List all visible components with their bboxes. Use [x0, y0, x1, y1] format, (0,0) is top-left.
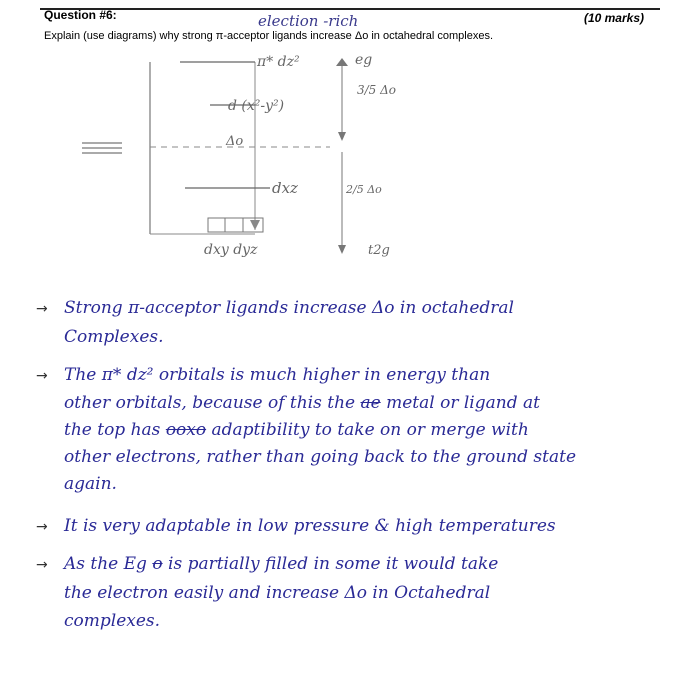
bullet-arrow-icon: →: [36, 301, 48, 317]
bullet-2-line-1: The π* dz² orbitals is much higher in energy than: [64, 365, 491, 385]
bullet-arrow-icon: →: [36, 557, 48, 573]
bullet-2-line-3b: adaptibility to take on or merge with: [211, 420, 529, 440]
bullet-2-line-4: other electrons, rather than going back to the ground state: [64, 447, 577, 467]
energy-level-diagram: [0, 0, 700, 280]
answer-bullet-4: [36, 550, 676, 635]
struck-word-2: ooxo: [165, 420, 207, 440]
bullet-1-line-2: Complexes.: [64, 327, 164, 347]
bullet-2-line-2b: metal or ligand at: [386, 393, 540, 413]
struck-word-3: o: [152, 554, 163, 574]
label-eg: eg: [355, 52, 373, 68]
bullet-2-line-2a: other orbitals, because of this the: [64, 393, 361, 413]
handwritten-insert: election -rich: [258, 12, 359, 30]
bullet-4-line-1b: is partially filled in some it would take: [168, 554, 499, 574]
bullet-arrow-icon: →: [36, 519, 48, 535]
bullet-arrow-icon: →: [36, 368, 48, 384]
label-pi-dz2: π* dz²: [257, 54, 300, 70]
answer-bullet-1: [36, 294, 676, 351]
ligand-levels: [82, 143, 122, 153]
label-two-fifths: 2/5 Δo: [346, 183, 382, 196]
bullet-2-line-5: again.: [64, 474, 117, 494]
question-prompt: Explain (use diagrams) why strong π-acceptor ligands increase Δo in octahedral complexes.: [44, 30, 494, 42]
label-t2g: t2g: [368, 243, 390, 258]
bullet-4-line-3: complexes.: [64, 611, 161, 631]
label-dxy-dyz: dxy dyz: [204, 242, 258, 258]
answer-bullet-2: [36, 362, 676, 498]
question-number: Question #6:: [44, 8, 117, 22]
label-dxz: dxz: [272, 179, 298, 197]
bullet-4-line-1a: As the Eg: [64, 554, 153, 574]
bullet-2-line-3a: the top has: [64, 420, 166, 440]
label-three-fifths: 3/5 Δo: [357, 83, 397, 97]
question-marks: (10 marks): [583, 11, 644, 25]
answer-bullet-3: [36, 512, 676, 541]
label-dx2y2: d (x²-y²): [228, 98, 285, 114]
bullet-4-line-2: the electron easily and increase Δo in Octahedral: [64, 583, 491, 603]
label-delta-o: Δo: [226, 134, 244, 149]
bullet-3-line-1: It is very adaptable in low pressure & high temperatures: [64, 516, 556, 536]
bullet-1-line-1: Strong π-acceptor ligands increase Δo in octahedral: [64, 298, 514, 318]
struck-word-1: ae: [360, 393, 381, 413]
